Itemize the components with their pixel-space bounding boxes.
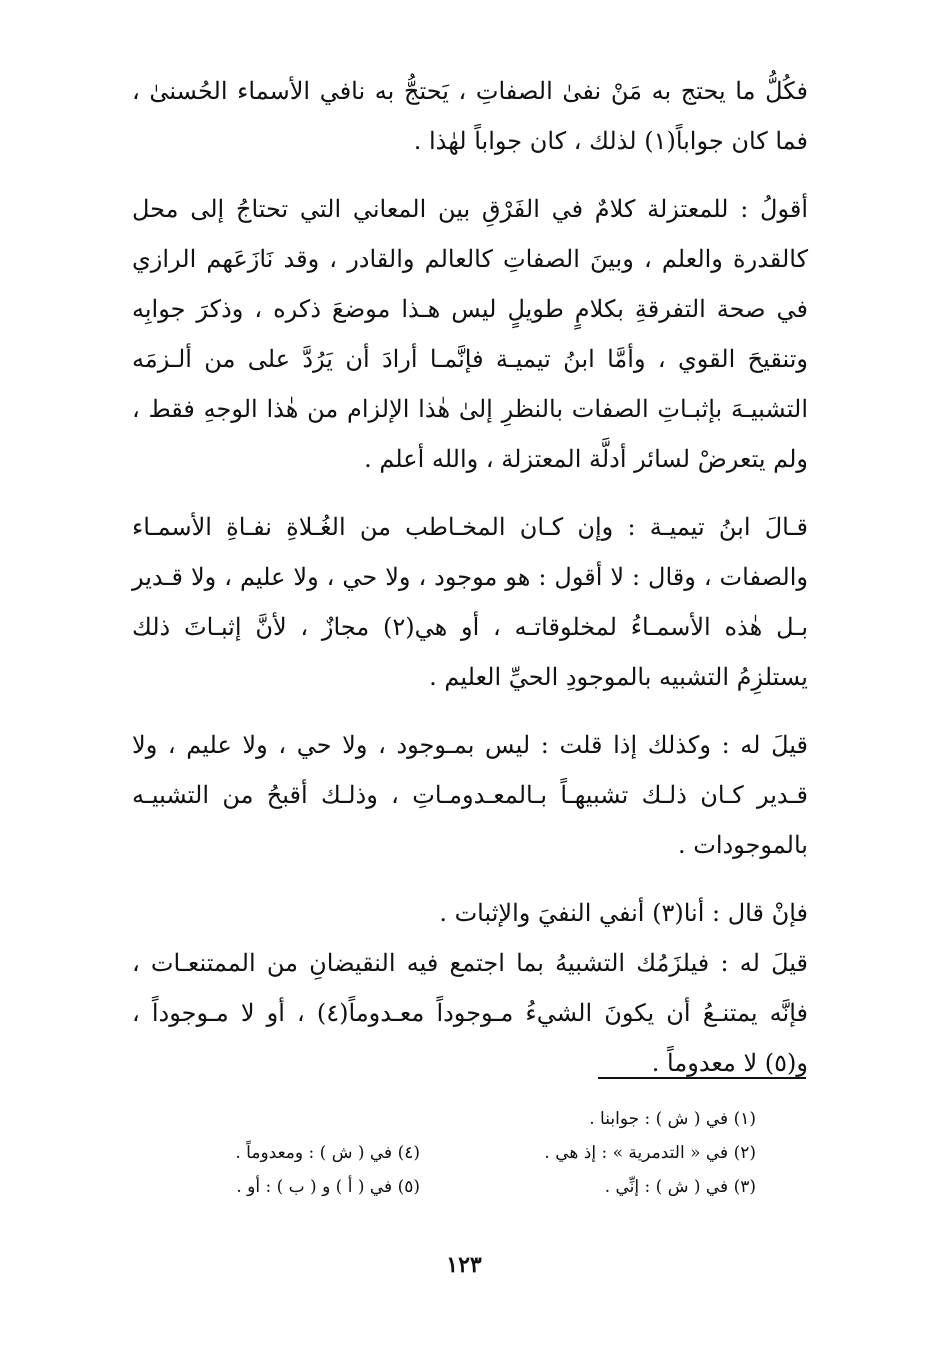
paragraph-4: قيلَ له : وكذلك إذا قلت : ليس بمـوجود ، ولا حي ، ولا عليم ، ولا قـدير كـان ذلـك تشبيهـاً بـالمعـدومـاتِ ، وذلـك أقبحُ من التشبيـه بالموجودات .	[132, 731, 808, 859]
paragraph-3: قـالَ ابنُ تيميـة : وإن كـان المخـاطب من الغُـلاةِ نفـاةِ الأسمـاء والصفات ، وقال : لا أقول : هو موجود ، ولا حي ، ولا عليم ، ولا قـدير بـل هٰذه الأسمـاءُ لمخلوقاتـه ، أو هي(٢) مجازٌ ، لأنَّ إثبـاتَ ذلك يستلزِمُ التشبيه بالموجودِ الحيِّ العليم .	[132, 513, 808, 691]
paragraph-6: قيلَ له : فيلزَمُك التشبيهُ بما اجتمع فيه النقيضانِ من الممتنعـات ، فإنَّه يمتنـعُ أن يكونَ الشيءُ مـوجوداً معـدوماً(٤) ، أو لا مـوجوداً ، و(٥) لا معدوماً .	[132, 949, 808, 1077]
paragraph-2: أقولُ : للمعتزلة كلامٌ في الفَرْقِ بين المعاني التي تحتاجُ إلى محل كالقدرة والعلم ، وبينَ الصفاتِ كالعالم والقادر ، وقد نَازَعَهم الرازي في صحة التفرقةِ بكلامٍ طويلٍ ليس هـذا موضعَ ذكره ، وذكرَ جوابِه وتنقيحَ القوي ، وأمَّا ابنُ تيميـة فإنَّمـا أرادَ أن يَرُدَّ على من ألـزمَه التشبيـهَ بإثبـاتِ الصفات بالنظرِ إلىٰ هٰذا الإلزام من هٰذا الوجهِ فقط ، ولم يتعرضْ لسائر أدلَّة المعتزلة ، والله أعلم .	[132, 195, 808, 473]
main-text	[132, 66, 808, 1106]
footnote-4: (٤) في ( ش ) : ومعدوماً .	[235, 1143, 420, 1163]
paragraph-5: فإنْ قال : أنا(٣) أنفي النفيَ والإثبات .	[439, 899, 808, 927]
footnote-2: (٢) في « التدمرية » : إذ هي .	[544, 1143, 756, 1163]
footnote-1: (١) في ( ش ) : جوابنا .	[589, 1109, 756, 1129]
footnotes-left-column	[160, 1136, 420, 1204]
page-number: ١٢٣	[446, 1252, 482, 1278]
footnote-separator	[598, 1077, 806, 1079]
footnote-5: (٥) في ( أ ) و ( ب ) : أو .	[236, 1177, 420, 1197]
footnote-3: (٣) في ( ش ) : إنِّي .	[604, 1177, 756, 1197]
footnotes-right-column	[456, 1102, 756, 1204]
paragraph-1: فكُلُّ ما يحتج به مَنْ نفىٰ الصفاتِ ، يَحتجُّ به نافي الأسماء الحُسنىٰ ، فما كان جواباً(١) لذلك ، كان جواباً لهٰذا .	[132, 77, 808, 155]
